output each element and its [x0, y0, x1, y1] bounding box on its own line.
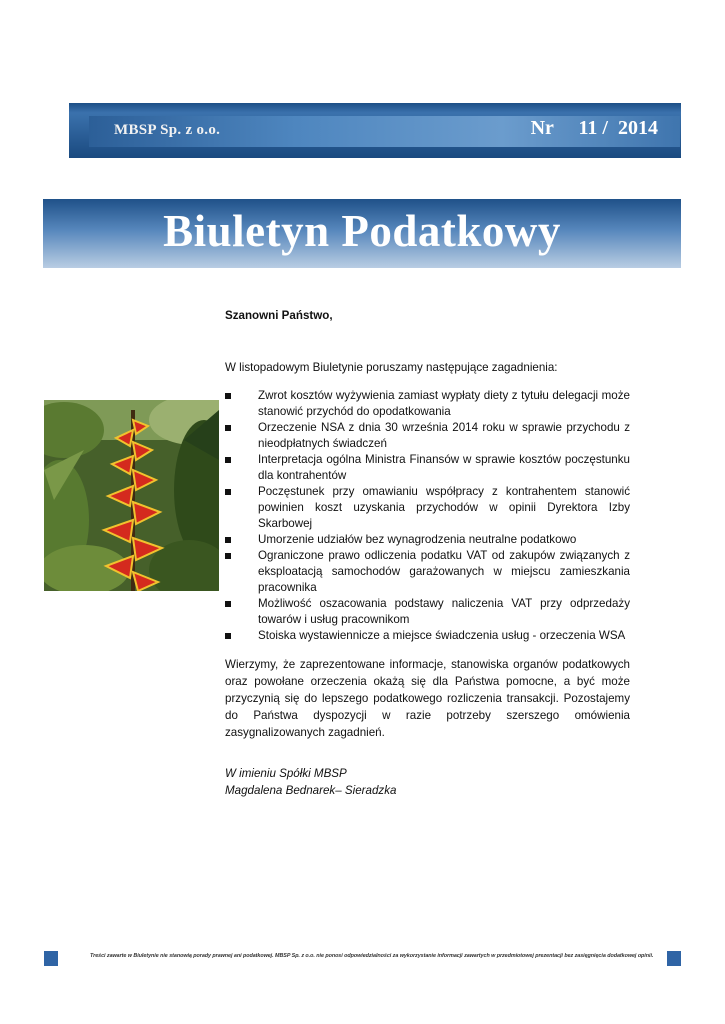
closing-paragraph: Wierzymy, że zaprezentowane informacje, stanowiska organów podatkowych oraz powołane orzeczenia okażą się dla Państwa pomocne, a być może przyczynią się do lepszego podatkowego rozliczenia transakcji. Pozostajemy do Państwa dyspozycji w razie potrzeby szerszego omówienia zasygnalizowanych zagadnień. — [225, 658, 630, 739]
bullet-icon — [225, 553, 231, 559]
bullet-icon — [225, 393, 231, 399]
list-item — [225, 420, 630, 452]
list-item — [225, 388, 630, 420]
company-name: MBSP Sp. z o.o. — [114, 122, 221, 138]
header-bar — [69, 103, 681, 158]
topic-text: Ograniczone prawo odliczenia podatku VAT od zakupów związanych z eksploatacją samochodów garażowanych w miejscu zamieszkania pracownika — [258, 549, 630, 594]
list-item — [225, 628, 630, 644]
bullet-icon — [225, 537, 231, 543]
topic-text: Interpretacja ogólna Ministra Finansów w sprawie kosztów poczęstunku dla kontrahentów — [258, 453, 630, 482]
topic-text: Zwrot kosztów wyżywienia zamiast wypłaty diety z tytułu delegacji może stanowić przychód do opodatkowania — [258, 389, 630, 418]
page-title: Biuletyn Podatkowy — [163, 206, 561, 256]
letter-body — [225, 308, 630, 799]
bullet-icon — [225, 425, 231, 431]
footer-square-right — [667, 951, 681, 966]
topics-list — [225, 388, 630, 644]
bullet-icon — [225, 633, 231, 639]
topic-text: Stoiska wystawiennicze a miejsce świadczenia usług - orzeczenia WSA — [258, 629, 626, 642]
heliconia-flower-photo — [44, 400, 219, 591]
topic-text: Poczęstunek przy omawianiu współpracy z kontrahentem stanowić powinien koszt uzyskania przychodów w opinii Dyrektora Izby Skarbowej — [258, 485, 630, 530]
list-item — [225, 596, 630, 628]
list-item — [225, 532, 630, 548]
topic-text: Orzeczenie NSA z dnia 30 września 2014 roku w sprawie przychodu z nieodpłatnych świadczeń — [258, 421, 630, 450]
issue-number: Nr 11 / 2014 — [530, 117, 658, 139]
topic-text: Możliwość oszacowania podstawy naliczenia VAT przy odprzedaży towarów i usług pracownikom — [258, 597, 630, 626]
bullet-icon — [225, 489, 231, 495]
list-item — [225, 484, 630, 532]
title-banner — [43, 199, 681, 268]
footer-disclaimer: Treści zawarte w Biuletynie nie stanowią porady prawnej ani podatkowej. MBSP Sp. z o.o. nie ponosi odpowiedzialności za wykorzystanie informacji zawartych w przedmiotowej prezentacji bez zasięgnięcia dodatkowej opinii. — [90, 953, 654, 959]
topic-text: Umorzenie udziałów bez wynagrodzenia neutralne podatkowo — [258, 533, 577, 546]
signature — [225, 765, 630, 799]
list-item — [225, 452, 630, 484]
header-inner-band — [89, 116, 680, 147]
greeting: Szanowni Państwo, — [225, 309, 333, 322]
list-item — [225, 548, 630, 596]
signature-line-name: Magdalena Bednarek– Sieradzka — [225, 784, 397, 797]
footer-square-left — [44, 951, 58, 966]
bullet-icon — [225, 601, 231, 607]
bullet-icon — [225, 457, 231, 463]
intro-text: W listopadowym Biuletynie poruszamy następujące zagadnienia: — [225, 361, 558, 374]
signature-line-company: W imieniu Spółki MBSP — [225, 767, 347, 780]
